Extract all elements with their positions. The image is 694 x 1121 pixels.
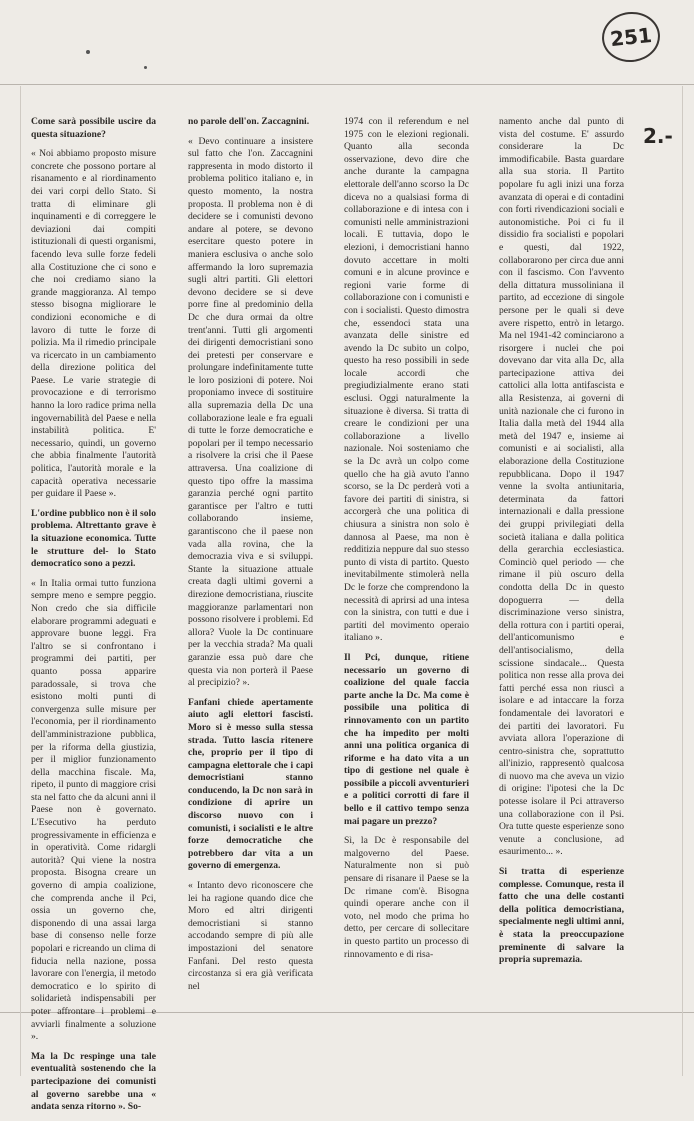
page-number-badge: 251 — [600, 9, 663, 65]
answer-paragraph: Sì, la Dc è responsabile del malgoverno del Paese. Naturalmente non si può pensare di risanare il Paese se la Dc rimane com'è. Bisogna quindi operare anche con il voto, nel modo che prima ho detto, per cercare di sollecitare in questo partito un processo di rinnovamento e di risa- — [344, 835, 469, 960]
question-paragraph: Il Pci, dunque, ritiene necessario un governo di coalizione del quale faccia parte anche la Dc. Ma come è possibile una politica di rinnovamento con un partito che ha impedito per molti anni una politica organica di riforme e ha dato vita a un tipo di gestione nel quale è possibile a piccoli avventurieri e a politici corrotti di fare il bello e il cattivo tempo senza mai pagare un prezzo? — [344, 651, 469, 827]
article-column-4 — [499, 116, 624, 974]
answer-paragraph: 1974 con il referendum e nel 1975 con le elezioni regionali. Quanto alla seconda osservazione, devo dire che anche durante la campagna elettorale dell'anno scorso la Dc diceva no a qualsiasi forma di collaborazione e di intesa con i comunisti nelle amministrazioni locali. E tuttavia, dopo le elezioni, i democristiani hanno dovuto accettare in molti comuni e in alcune province e regioni varie forme di collaborazione con i comunisti e con i socialisti. Questo dimostra che, essendoci stata una avanzata delle sinistre ed avendo la Dc subito un colpo, questo ha reso possibili in sede locale accordi che pregiudizialmente erano stati esclusi. Oggi naturalmente la situazione è diversa. Si tratta di creare le condizioni per una collaborazione a livello nazionale. Noi sosteniamo che se la Dc avrà un colpo come quello che ha già avuto l'anno scorso, se la Dc perderà voti a favore dei partiti di sinistra, si accorgerà che una politica di chiusura a sinistra non solo è dannosa al Paese, ma non è redditizia neppure dal suo stesso punto di vista di partito. Questo inevitabilmente stimolerà nella Dc le forze che comprendono la necessità di aprirsi ad una intesa con la sinistra, con tutti e due i partiti del movimento operaio italiano ». — [344, 116, 469, 644]
answer-paragraph: « Devo continuare a insistere sul fatto che l'on. Zaccagnini rappresenta in modo distorto il problema politico italiano e, in questo momento, la nostra proposta. Il problema non è di decidere se i comunisti devono andare al potere, se devono esercitare questo potere in maniera esclusiva o anche solo affermando la loro supremazia sugli altri partiti. Gli elettori devono decidere se si deve porre fine al predominio della Dc che dura ormai da oltre trent'anni. Tutti gli argomenti dei dirigenti democristiani sono dei pretesti per conservare e prolungare indefinitamente tutte le loro posizioni di potere. Noi proponiamo invece di sostituire alla supremazia della Dc una collaborazione leale e fra eguali di tutte le forze democratiche e popolari per il tempo necessario a risolvere la crisi che il Paese attraversa. Una coalizione di questo tipo offre la massima garanzia perché ogni partito garantisce per l'altro e tutti collaborando insieme, garantiscono che il paese non vada alla rovina, che la democrazia viva e si sviluppi. Stante la situazione attuale creata dagli ultimi governi a direzione democristiana, riuscite maggioranze parlamentari non possono risolvere i problemi. Ed allora? Vuole la Dc continuare per la vecchia strada? Ma quali garanzie essa può dare che questa via non porterà il Paese al precipizio? ». — [188, 135, 313, 689]
answer-paragraph: « Noi abbiamo proposto misure concrete che possono portare al risanamento e al riordinamento dei vari corpi dello Stato. Si tratta di eliminare gli inquinamenti e di correggere le deviazioni dai compiti istituzionali di questi organismi, facendo leva sulle forze fedeli alla Costituzione che ci sono e che noi crediamo siano la grande maggioranza. Al tempo stesso bisogna migliorare le condizioni economiche e di lavoro di tutte le forze di polizia. Ma il rimedio principale va ricercato in un cambiamento della direzione politica del Paese. Le varie strategie di provocazione e di terrorismo hanno la loro radice prima nella ingovernabilità del Paese e nella instabilità politica. E' necessario, quindi, un governo che abbia finalmente l'autorità politica, l'autorità morale e la capacità operativa necessarie per guidare il Paese ». — [31, 148, 156, 500]
answer-paragraph: « Intanto devo riconoscere che lei ha ragione quando dice che Moro ed altri dirigenti democristiani si stanno accodando sempre di più alle impostazioni del senatore Fanfani. Del resto questa circostanza si era già verificata nel — [188, 880, 313, 992]
question-paragraph: Fanfani chiede apertamente aiuto agli elettori fascisti. Moro si è messo sulla stessa strada. Tutto lascia ritenere che, proprio per il tipo di campagna elettorale che i capi democristiani stanno conducendo, la Dc non sarà in condizione di aprire un discorso nuovo con i comunisti, i socialisti e le altre forze democratiche che potrebbero dar vita a un governo di emergenza. — [188, 696, 313, 872]
question-paragraph: Ma la Dc respinge una tale eventualità sostenendo che la partecipazione dei comunisti al governo sarebbe una « andata senza ritorno ». So- — [31, 1050, 156, 1113]
question-paragraph: Si tratta di esperienze complesse. Comunque, resta il fatto che una delle costanti della politica democristiana, specialmente negli ultimi anni, è stata la preoccupazione preminente di salvare la propria supremazia. — [499, 866, 624, 966]
answer-paragraph: « In Italia ormai tutto funziona sempre meno e sempre peggio. Non credo che sia difficile elaborare programmi adeguati e approvare buone leggi. Fra l'altro se si confrontano i programmi dei partiti, per quanto possa apparire paradossale, si trova che esistono molti punti di convergenza sulle misure per l'economia, per il riordinamento dell'amministrazione pubblica, per la riforma della giustizia, per il miglior funzionamento della macchina fiscale. Ma, ripeto, il punto di maggiore crisi sta nel fatto che da alcuni anni il Paese non è governato. L'Esecutivo ha perduto progressivamente in efficienza e in operatività. Come ridargli autorità? Qui viene la nostra proposta. Bisogna creare un governo di ampia coalizione, che comprenda anche il Pci, ossia un governo che, disponendo di una assai larga base di consenso nelle forze popolari e ricreando un clima di fiducia nella nazione, possa lavorare con l'energia, il metodo democratico e lo spirito di solidarietà indispensabili per poter affrontare i problemi e avviarli finalmente a soluzione ». — [31, 577, 156, 1043]
handwritten-page-mark: 2.- — [643, 124, 673, 148]
question-paragraph: no parole dell'on. Zaccagnini. — [188, 116, 310, 127]
article-column-2 — [188, 116, 313, 1000]
question-paragraph: L'ordine pubblico non è il solo problema. Altrettanto grave è la situazione economica. Tutte le strutture del- lo Stato democratico sono a pezzi. — [31, 507, 156, 570]
fold-line — [0, 84, 694, 85]
article-column-3 — [344, 116, 469, 968]
punch-dot-icon — [86, 50, 90, 54]
question-paragraph: Come sarà possibile uscire da questa situazione? — [31, 116, 156, 140]
article-column-1 — [31, 116, 156, 1121]
margin-line — [682, 86, 683, 1076]
answer-paragraph: namento anche dal punto di vista del costume. E' assurdo considerare la Dc immodificabile. Basta guardare alla sua storia. Il Partito popolare fu agli inizi una forza avanzata di operai e di contadini con forti rivendicazioni sociali e autonomistiche. Poi ci fu il dissidio fra socialisti e popolari e questi, dal 1922, collaborarono per circa due anni con il fascismo. Con l'avvento della dittatura mussoliniana il partito, ad eccezione di singole persone per le quali si deve avere rispetto, entrò in letargo. Ma nel 1941-42 cominciarono a risorgere i nuclei che poi dovevano dar vita alla Dc, alla partecipazione attiva dei cattolici alla lotta antifascista e alla Resistenza, ai governi di unità nazionale che ci furono in Italia dalla metà del 1944 alla metà del 1947 e, insieme ai comunisti e ai socialisti, alla elaborazione della Costituzione repubblicana. Dopo il 1947 venne la svolta antiunitaria, determinata da fattori internazionali e dalla pressione dei gruppi privilegiati della società italiana e dalla politica della gerarchia ecclesiastica. Cominciò quel periodo — che rimane il più oscuro della condotta della Dc in questo dopoguerra — della discriminazione verso sinistra, della rottura con i partiti operai, dell'anticomunismo e dell'antisocialismo, della scissione sindacale... Questa politica non resse alla prova dei fatti perché essa non riuscì a isolare e ad intaccare la forza fondamentale dei lavoratori e dei partiti dei lavoratori. Fu avviata allora l'operazione di centro-sinistra che, soprattutto all'inizio, rappresentò qualcosa di nuovo ma che aveva un vizio di origine: l'ipotesi che la Dc potesse isolare il Pci attraverso una collaborazione con il Psi. Ora tutte queste esperienze sono venute a conclusione, ad esaurimento... ». — [499, 116, 624, 858]
margin-line — [20, 86, 21, 1076]
punch-dot-icon — [144, 66, 147, 69]
